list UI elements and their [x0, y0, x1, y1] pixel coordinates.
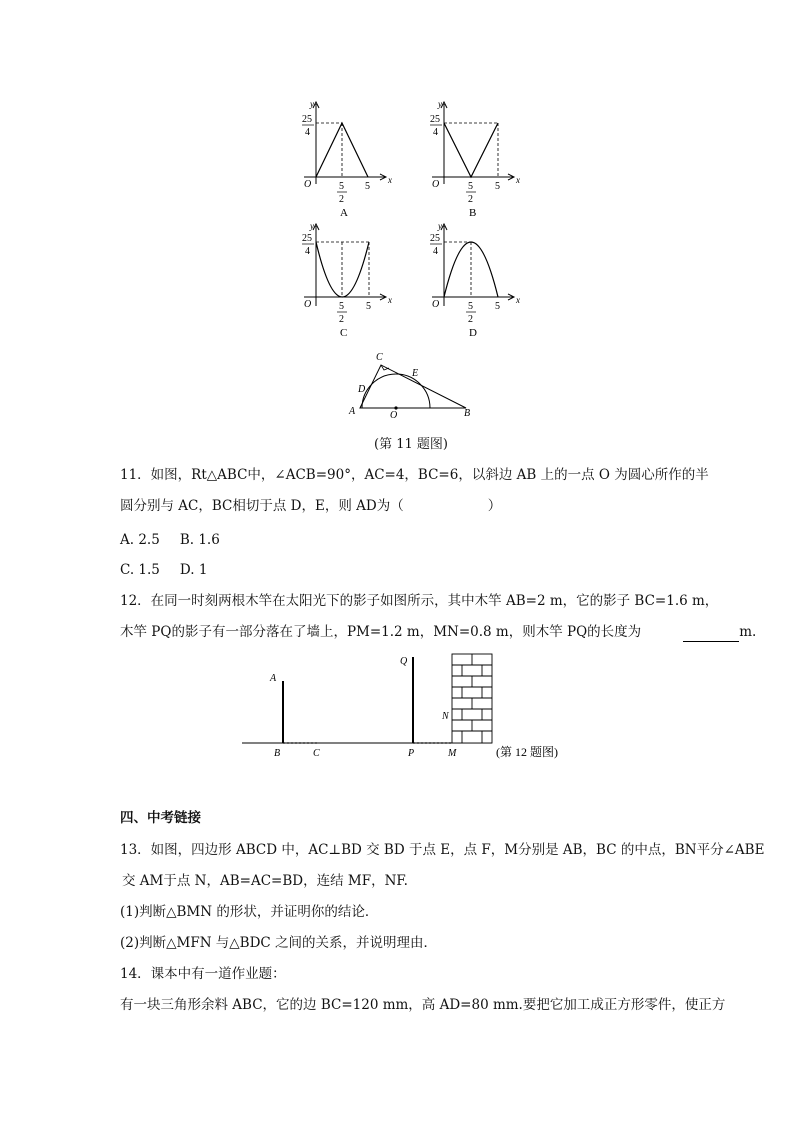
q12-unit: m. — [739, 624, 757, 640]
figure-11 — [340, 348, 480, 420]
q11-choices-row2 — [120, 560, 207, 580]
origin-label: O — [304, 299, 312, 310]
x-half-den: 2 — [339, 194, 344, 205]
q13-sub2: (2)判断△MFN 与△BDC 之间的关系，并说明理由． — [120, 935, 438, 951]
q11-line1: 11．如图，Rt△ABC中，∠ACB=90°，AC=4，BC=6，以斜边 AB 上的一点 O 为圆心所作的半 — [120, 467, 709, 483]
q11-choice-c: C. 1.5 — [120, 562, 160, 578]
x-axis-label: x — [516, 175, 520, 185]
option-d-label: D — [469, 327, 477, 339]
y-axis-label: y — [438, 99, 442, 109]
x-half-num: 5 — [468, 181, 473, 192]
label-n: N — [442, 711, 449, 722]
brick-wall — [452, 654, 492, 743]
y-value-num: 25 — [430, 114, 440, 125]
q14-line2: 有一块三角形余料 ABC，它的边 BC=120 mm，高 AD=80 mm.要把它加工成正方形零件，使正方 — [120, 997, 726, 1013]
origin-label: O — [304, 179, 312, 190]
label-c: C — [313, 748, 320, 759]
y-value-den: 4 — [433, 127, 438, 138]
q11-choices-row1 — [120, 530, 220, 550]
y-axis-label: y — [310, 221, 314, 231]
option-a-label: A — [340, 207, 348, 219]
x-axis-label: x — [516, 295, 520, 305]
q11-choice-b: B. 1.6 — [179, 532, 220, 548]
q11-close-paren: ） — [487, 498, 502, 514]
y-axis-label: y — [310, 99, 314, 109]
graph-d — [430, 221, 520, 339]
x-end-label: 5 — [495, 301, 500, 312]
origin-label: O — [432, 179, 440, 190]
q11-choice-a: A. 2.5 — [120, 532, 160, 548]
x-half-num: 5 — [468, 301, 473, 312]
y-value-num: 25 — [430, 233, 440, 244]
origin-label: O — [432, 299, 440, 310]
figure-12-caption: (第 12 题图) — [496, 745, 558, 759]
x-half-den: 2 — [468, 314, 473, 325]
q12-line1: 12．在同一时刻两根木竿在太阳光下的影子如图所示，其中木竿 AB=2 m，它的影子 BC=1.6 m， — [120, 593, 719, 609]
point-a: A — [349, 406, 356, 417]
y-value-num: 25 — [302, 114, 312, 125]
y-axis-label: y — [438, 221, 442, 231]
option-c-label: C — [340, 327, 348, 339]
label-b: B — [274, 748, 281, 759]
label-q: Q — [400, 656, 408, 667]
figure-11-caption: (第 11 题图) — [374, 437, 448, 452]
x-half-num: 5 — [339, 181, 344, 192]
graph-a — [302, 99, 392, 219]
point-c: C — [376, 352, 383, 363]
q13-line2: 交 AM于点 N，AB=AC=BD，连结 MF，NF. — [122, 873, 408, 889]
q13-sub1: (1)判断△BMN 的形状，并证明你的结论． — [120, 904, 379, 920]
point-d: D — [358, 384, 366, 395]
figure-12 — [238, 650, 588, 765]
x-half-num: 5 — [339, 301, 344, 312]
graph-b — [430, 99, 520, 219]
q12-line2-text: 木竿 PQ的影子有一部分落在了墙上，PM=1.2 m，MN=0.8 m，则木竿 PQ的长度为 — [120, 624, 642, 640]
x-half-den: 2 — [468, 194, 473, 205]
point-e: E — [412, 368, 419, 379]
q12-line2 — [120, 622, 756, 642]
x-axis-label: x — [388, 175, 392, 185]
q11-line2-text: 圆分别与 AC，BC相切于点 D，E，则 AD为（ — [120, 498, 404, 514]
q13-line1: 13．如图，四边形 ABCD 中，AC⊥BD 交 BD 于点 E，点 F，M分别是 AB，BC 的中点，BN平分∠ABE — [120, 842, 765, 858]
label-p: P — [408, 748, 415, 759]
q12-answer-blank[interactable] — [683, 627, 739, 642]
section-4-title: 四、中考链接 — [120, 810, 201, 826]
y-value-den: 4 — [433, 246, 438, 257]
x-end-label: 5 — [366, 301, 371, 312]
graph-c — [302, 221, 392, 339]
x-half-den: 2 — [339, 314, 344, 325]
option-b-label: B — [469, 207, 477, 219]
y-value-den: 4 — [305, 127, 310, 138]
q11-choice-d: D. 1 — [179, 562, 208, 578]
x-end-label: 5 — [495, 181, 500, 192]
q11-line2 — [120, 496, 501, 516]
label-a: A — [270, 673, 277, 684]
label-m: M — [448, 748, 457, 759]
y-value-den: 4 — [305, 246, 310, 257]
x-axis-label: x — [388, 295, 392, 305]
y-value-num: 25 — [302, 233, 312, 244]
x-end-label: 5 — [365, 181, 370, 192]
point-o: O — [390, 410, 398, 420]
q14-line1: 14．课本中有一道作业题： — [120, 966, 286, 982]
point-b: B — [464, 408, 471, 419]
option-graphs — [280, 96, 540, 342]
